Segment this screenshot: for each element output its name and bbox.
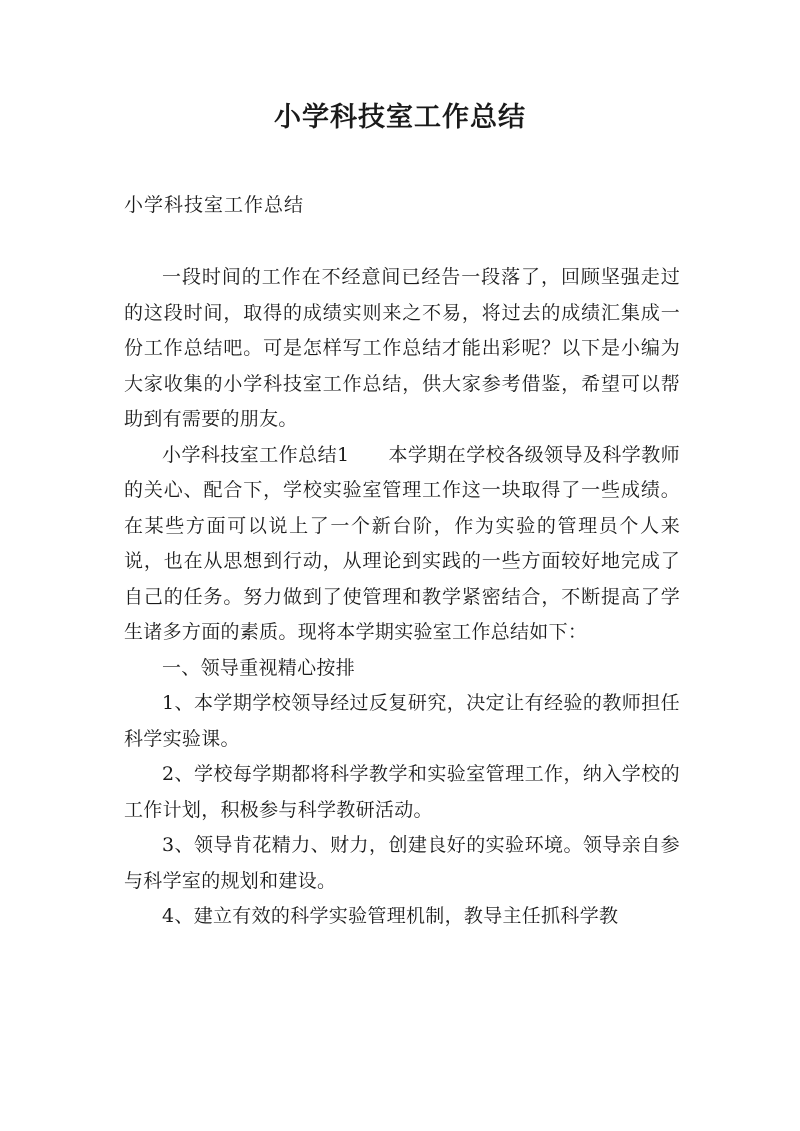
list-item-4: 4、建立有效的科学实验管理机制，教导主任抓科学教 [162,905,619,927]
list-item-3: 3、领导肯花精力、财力，创建良好的实验环境。领导亲自参与科学室的规划和建设。 [124,834,680,892]
paragraph-summary-1: 小学科技室工作总结1 本学期在学校各级领导及科学教师的关心、配合下，学校实验室管理工作这一块取得了一些成绩。在某些方面可以说上了一个新台阶，作为实验的管理员个人来说，也在从思想到行动，从理论到实践的一些方面较好地完成了自己的任务。努力做到了使管理和教学紧密结合，不断提高了学生诸多方面的素质。现将本学期实验室工作总结如下： [124,443,680,643]
document-body [124,260,680,935]
paragraph-intro: 一段时间的工作在不经意间已经告一段落了，回顾坚强走过的这段时间，取得的成绩实则来之不易，将过去的成绩汇集成一份工作总结吧。可是怎样写工作总结才能出彩呢？以下是小编为大家收集的小学科技室工作总结，供大家参考借鉴，希望可以帮助到有需要的朋友。 [124,266,680,430]
section-heading-1: 一、领导重视精心按排 [162,656,356,679]
document-title: 小学科技室工作总结 [274,102,526,133]
document-subtitle: 小学科技室工作总结 [124,194,305,216]
list-item-1: 1、本学期学校领导经过反复研究，决定让有经验的教师担任科学实验课。 [124,692,680,750]
list-item-2: 2、学校每学期都将科学教学和实验室管理工作，纳入学校的工作计划，积极参与科学教研活动。 [124,763,680,821]
